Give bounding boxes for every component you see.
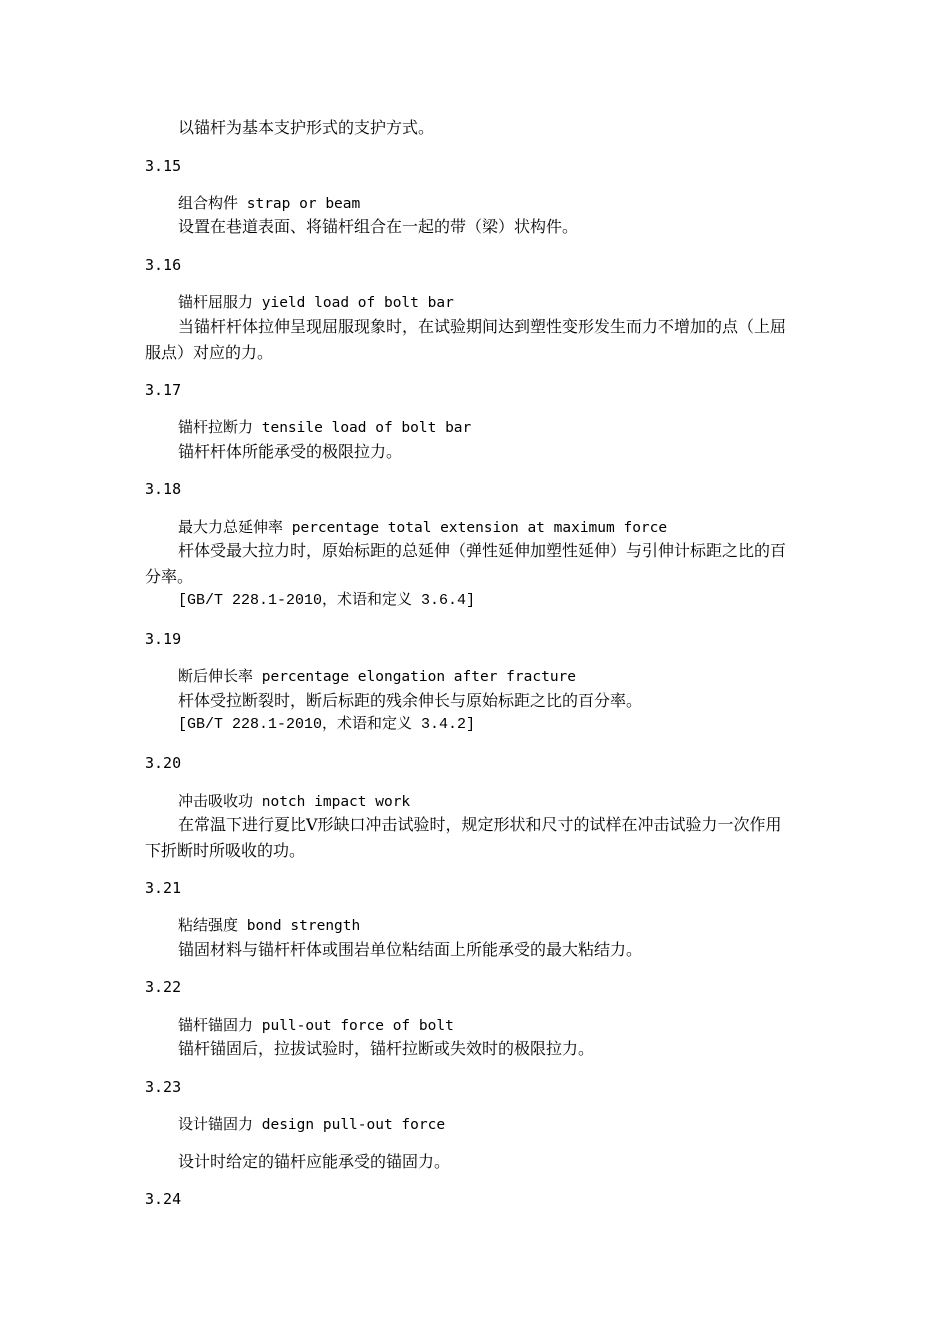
term-heading — [178, 914, 360, 937]
term-definition: 设计时给定的锚杆应能承受的锚固力。 — [178, 1152, 451, 1171]
reference-citation: [GB/T 228.1-2010，术语和定义 3.6.4] — [178, 592, 476, 609]
term-english: design pull-out force — [253, 1117, 446, 1133]
term-heading — [178, 516, 667, 539]
clause-number: 3.15 — [145, 157, 182, 175]
clause-number: 3.23 — [145, 1078, 182, 1096]
term-chinese: 设计锚固力 — [178, 1115, 254, 1133]
clause-number: 3.22 — [145, 978, 182, 996]
paragraph-continuation: 以锚杆为基本支护形式的支护方式。 — [178, 118, 435, 137]
term-definition: 锚固材料与锚杆杆体或围岩单位粘结面上所能承受的最大粘结力。 — [178, 940, 643, 959]
term-heading — [178, 790, 410, 813]
clause-number: 3.21 — [145, 879, 182, 897]
term-definition: 设置在巷道表面、将锚杆组合在一起的带（梁）状构件。 — [178, 217, 579, 236]
term-definition: 杆体受最大拉力时，原始标距的总延伸（弹性延伸加塑性延伸）与引伸计标距之比的百 — [178, 541, 787, 560]
term-english: notch impact work — [253, 794, 411, 810]
clause-number: 3.17 — [145, 381, 182, 399]
term-definition: 杆体受拉断裂时，断后标距的残余伸长与原始标距之比的百分率。 — [178, 691, 643, 710]
term-heading — [178, 416, 471, 439]
term-definition: 在常温下进行夏比V形缺口冲击试验时，规定形状和尺寸的试样在冲击试验力一次作用 — [178, 815, 782, 834]
term-english: yield load of bolt bar — [253, 295, 454, 311]
term-definition-continued: 服点）对应的力。 — [145, 343, 274, 362]
term-definition-continued: 分率。 — [145, 567, 194, 586]
clause-number: 3.19 — [145, 630, 182, 648]
term-english: bond strength — [238, 918, 361, 934]
term-heading — [178, 192, 360, 215]
term-chinese: 最大力总延伸率 — [178, 518, 284, 536]
term-chinese: 断后伸长率 — [178, 667, 254, 685]
term-heading — [178, 291, 454, 314]
term-chinese: 冲击吸收功 — [178, 792, 254, 810]
term-heading — [178, 665, 576, 688]
term-english: pull-out force of bolt — [253, 1018, 454, 1034]
term-english: tensile load of bolt bar — [253, 420, 472, 436]
term-definition: 锚杆锚固后，拉拔试验时，锚杆拉断或失效时的极限拉力。 — [178, 1039, 595, 1058]
term-english: strap or beam — [238, 196, 361, 212]
term-chinese: 锚杆屈服力 — [178, 293, 254, 311]
term-definition: 锚杆杆体所能承受的极限拉力。 — [178, 442, 403, 461]
term-definition: 当锚杆杆体拉伸呈现屈服现象时，在试验期间达到塑性变形发生而力不增加的点（上屈 — [178, 317, 787, 336]
term-heading — [178, 1113, 445, 1136]
term-english: percentage total extension at maximum force — [283, 520, 668, 536]
clause-number: 3.24 — [145, 1190, 182, 1208]
clause-number: 3.20 — [145, 754, 182, 772]
term-chinese: 锚杆拉断力 — [178, 418, 254, 436]
term-definition-continued: 下折断时所吸收的功。 — [145, 841, 306, 860]
clause-number: 3.18 — [145, 480, 182, 498]
term-chinese: 组合构件 — [178, 194, 239, 212]
term-heading — [178, 1014, 454, 1037]
term-chinese: 锚杆锚固力 — [178, 1016, 254, 1034]
term-chinese: 粘结强度 — [178, 916, 239, 934]
reference-citation: [GB/T 228.1-2010，术语和定义 3.4.2] — [178, 716, 476, 733]
clause-number: 3.16 — [145, 256, 182, 274]
term-english: percentage elongation after fracture — [253, 669, 577, 685]
